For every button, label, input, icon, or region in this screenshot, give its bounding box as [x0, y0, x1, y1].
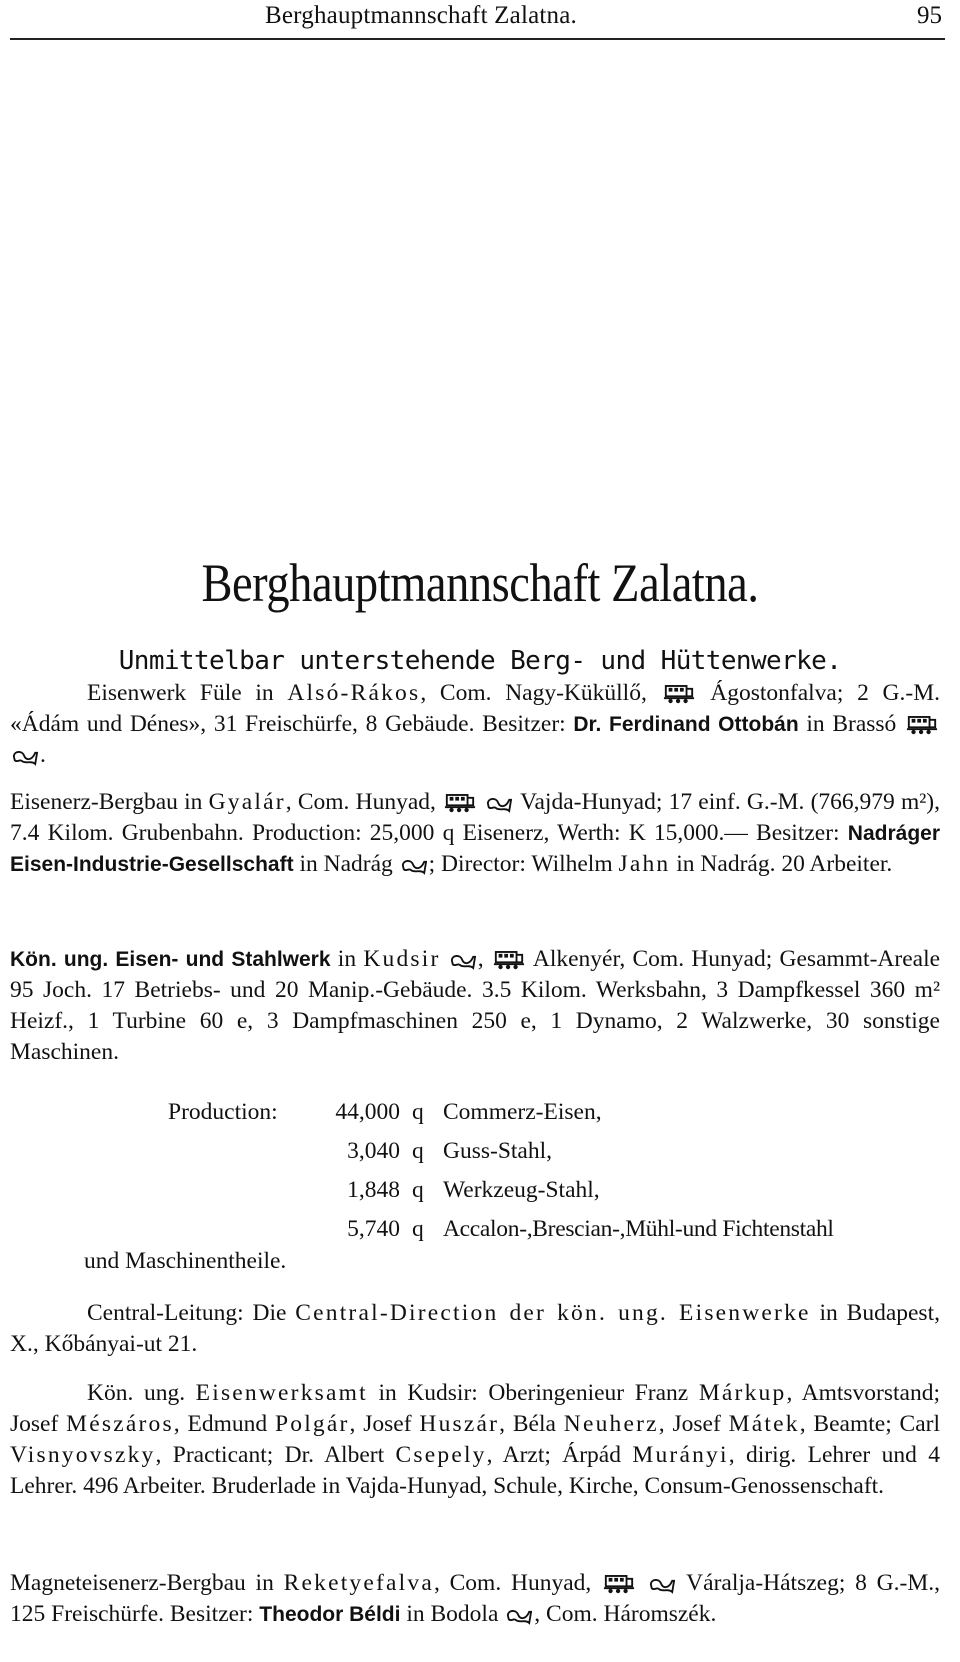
production-qty: 1,848: [347, 1177, 400, 1203]
production-item: Commerz-Eisen,: [443, 1099, 602, 1125]
post-horn-icon: [450, 953, 476, 970]
production-item: Werkzeug-Stahl,: [443, 1177, 600, 1203]
production-unit: q: [412, 1138, 424, 1164]
entry-eisenwerk-fule: Eisenwerk Füle in Alsó-Rákos, Com. Nagy-Küküllő, Ágostonfalva; 2 G.-M. «Ádám und Dénes», 31 Freischürfe, 8 Gebäude. Besitzer: Dr. Ferdinand Ottobán in Brassó .: [10, 680, 940, 768]
place-name: Kudsir: [363, 946, 441, 972]
railway-station-icon: [906, 714, 938, 735]
railway-station-icon: [444, 792, 476, 813]
running-header: [0, 0, 960, 40]
post-horn-icon: [649, 1577, 675, 1594]
owner-name: Kön. ung. Eisen- und Stahlwerk: [10, 948, 331, 971]
section-subtitle: Unmittelbar unterstehende Berg- und Hüttenwerke.: [118, 646, 842, 676]
production-unit: q: [412, 1216, 424, 1242]
central-leitung: Central-Leitung: Die Central-Direction der kön. ung. Eisenwerke in Budapest, X., Kőbányai-ut 21.: [10, 1300, 940, 1357]
production-label: Production:: [168, 1099, 278, 1125]
post-horn-icon: [486, 796, 512, 813]
entry-magneteisenerz-reketyefalva: Magneteisenerz-Bergbau in Reketyefalva, Com. Hunyad, Váralja-Hátszeg; 8 G.-M., 125 Freischürfe. Besitzer: Theodor Béldi in Bodola , Com. Háromszék.: [10, 1570, 940, 1627]
place-name: Gyalár: [208, 789, 286, 815]
place-name: Reketyefalva: [283, 1570, 434, 1596]
header-rule: [10, 38, 945, 40]
owner-name: Dr. Ferdinand Ottobán: [573, 713, 799, 736]
owner-name: Theodor Béldi: [259, 1603, 401, 1626]
entry-eisenerz-gyalar: Eisenerz-Bergbau in Gyalár, Com. Hunyad, Vajda-Hunyad; 17 einf. G.-M. (766,979 m²), 7.4 Kilom. Grubenbahn. Production: 25,000 q Eisenerz, Werth: K 15,000.— Besitzer: Nadráger Eisen-Industrie-Gesellschaft in Nadrág ; Director: Wilhelm Jahn in Nadrág. 20 Arbeiter.: [10, 789, 941, 877]
owner-name: Nadráger Eisen-Industrie-Gesellschaft: [10, 822, 940, 876]
railway-station-icon: [493, 949, 525, 970]
production-continuation: und Maschinentheile.: [84, 1248, 287, 1274]
production-unit: q: [412, 1099, 424, 1125]
railway-station-icon: [603, 1573, 635, 1594]
section-title: Berghauptmannschaft Zalatna.: [201, 553, 759, 613]
running-title: Berghauptmannschaft Zalatna.: [265, 2, 577, 29]
central-direction-name: Central-Direction der kön. ung. Eisenwerke: [295, 1300, 811, 1326]
production-qty: 44,000: [335, 1099, 400, 1125]
post-horn-icon: [401, 858, 427, 875]
page-number: 95: [917, 2, 942, 29]
production-qty: 5,740: [347, 1216, 400, 1242]
director-name: Jahn: [618, 851, 671, 877]
production-unit: q: [412, 1177, 424, 1203]
railway-station-icon: [663, 683, 695, 704]
post-horn-icon: [506, 1608, 532, 1625]
place-name: Alsó-Rákos: [287, 680, 421, 706]
staff-paragraph: Kön. ung. Eisenwerksamt in Kudsir: Oberingenieur Franz Márkup, Amtsvorstand; Josef Mészáros, Edmund Polgár, Josef Huszár, Béla Neuherz, Josef Mátek, Beamte; Carl Visnyovszky, Practicant; Dr. Albert Csepely, Arzt; Árpád Murányi, dirig. Lehrer und 4 Lehrer. 496 Arbeiter. Bruderlade in Vajda-Hunyad, Schule, Kirche, Consum-Genossenschaft.: [10, 1380, 941, 1499]
post-horn-icon: [12, 749, 38, 766]
production-item: Guss-Stahl,: [443, 1138, 553, 1164]
production-qty: 3,040: [347, 1138, 400, 1164]
entry-stahlwerk-kudsir: Kön. ung. Eisen- und Stahlwerk in Kudsir , Alkenyér, Com. Hunyad; Gesammt-Areale 95 Joch. 17 Betriebs- und 20 Manip.-Gebäude. 3.5 Kilom. Werksbahn, 3 Dampfkessel 360 m² Heizf., 1 Turbine 60 e, 3 Dampfmaschinen 250 e, 1 Dynamo, 2 Walzwerke, 30 sonstige Maschinen.: [10, 946, 941, 1065]
production-item: Accalon-,Brescian-,Mühl-und Fichtenstahl: [443, 1216, 834, 1242]
